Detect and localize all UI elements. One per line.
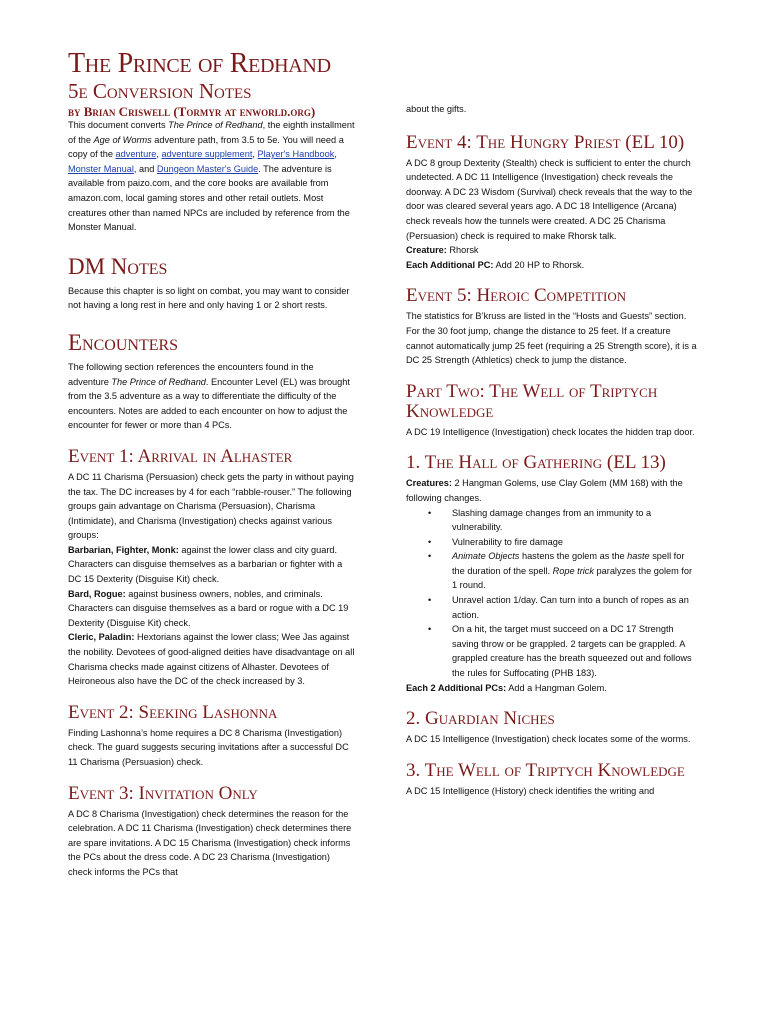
event1-martial: Barbarian, Fighter, Monk: against the lower class and city guard. Characters can disguise themselves as a barbarian or fighter with a DC 15 Dexterity (Disguise Kit) check. [68, 544, 343, 585]
hall-scaling: Each 2 Additional PCs: Add a Hangman Golem. [406, 682, 607, 693]
document-title: The Prince of Redhand [68, 48, 331, 79]
part-two-heading: Part Two: The Well of Triptych Knowledge [406, 380, 658, 422]
intro-paragraph: This document converts The Prince of Redhand, the eighth installment of the Age of Worms adventure path, from 3.5 to 5e. You will need a copy of the adventure, adventure supplement, Player's Handbook, Monster Manual, and Dungeon Master's Guide. The adventure is available from paizo.com, and the core books are available from amazon.com, local gaming stores and other retail outlets. Most creatures other than named NPCs are included by reference from the Monster Manual. [68, 120, 355, 233]
event3-text: A DC 8 Charisma (Investigation) check determines the reason for the celebration. A DC 11 Charisma (Investigation) check determines there are spare invitations. A DC 15 Charisma (Investigation) check informs the PCs about the dress code. A DC 23 Charisma (Investigation) check informs the PCs that [68, 808, 352, 877]
list-item: • Slashing damage changes from an immunity to a vulnerability. [406, 506, 698, 535]
left-column [68, 50, 356, 880]
hall-creatures: Creatures: 2 Hangman Golems, use Clay Golem (MM 168) with the following changes. [406, 478, 683, 503]
encounters-text: The following section references the encounters found in the adventure The Prince of Redhand. Encounter Level (EL) was brought from the 3.5 adventure as a way to differentiate the difficulty of the encounters. Notes are added to each encounter on how to adjust the encounter for fewer or more than 4 PCs. [68, 361, 350, 431]
guardian-niches-text: A DC 15 Intelligence (Investigation) check locates some of the worms. [406, 734, 691, 745]
event3-heading: Event 3: Invitation Only [68, 782, 258, 804]
dm-notes-heading: DM Notes [68, 253, 168, 279]
right-column [406, 102, 698, 798]
event4-heading: Event 4: The Hungry Priest (EL 10) [406, 131, 685, 153]
event4-scaling: Each Additional PC: Add 20 HP to Rhorsk. [406, 259, 585, 270]
event1-bard-rogue: Bard, Rogue: against business owners, nobles, and criminals. Characters can disguise themselves as a bard or rogue with a DC 19 Dexterity (Disguise Kit) check. [68, 588, 349, 628]
adventure-supplement-link[interactable]: adventure supplement [161, 149, 253, 160]
list-item: • Unravel action 1/day. Can turn into a bunch of ropes as an action. [406, 593, 698, 622]
event1-cleric-paladin: Cleric, Paladin: Hextorians against the lower class; Wee Jas against the nobility. Devotees of good-aligned deities have disadvantage on all Charisma checks made against citizens of Alhaster. Devotees of Heironeous also have the DC of the check increased by 3. [68, 632, 355, 687]
guardian-niches-heading: 2. Guardian Niches [406, 708, 555, 730]
event5-text: The statistics for B’kruss are listed in the “Hosts and Guests” section. For the 30 foot jump, change the distance to 25 feet. If a creature cannot automatically jump 25 feet (requiring a 25 Strength score), it is a DC 25 Strength (Athletics) check to jump the distance. [406, 311, 697, 366]
list-item: • On a hit, the target must succeed on a DC 17 Strength saving throw or be grappled. 2 targets can be grappled. A grappled creature has the breath squeezed out and follows the rules for Suffocating (PHB 183). [406, 622, 698, 680]
dm-notes-text: Because this chapter is so light on combat, you may want to consider not having a long rest in here and only having 1 or 2 short rests. [68, 285, 350, 311]
dungeon-masters-guide-link[interactable]: Dungeon Master's Guide [156, 163, 259, 174]
list-item: • Animate Objects hastens the golem as the haste spell for the duration of the spell. Rope trick paralyzes the golem for 1 round. [406, 549, 698, 593]
adventure-link[interactable]: adventure [115, 149, 157, 160]
event4-text: A DC 8 group Dexterity (Stealth) check is sufficient to enter the church undetected. A DC 11 Intelligence (Investigation) check reveals the doorway. A DC 23 Wisdom (Survival) check reveals that the way to the door was cleared several years ago. A DC 18 Intelligence (Arcana) check reveals how the tunnels were created. A DC 25 Charisma (Persuasion) check is required to make Rhorsk talk. [406, 157, 693, 241]
well-text: A DC 15 Intelligence (History) check identifies the writing and [406, 785, 655, 796]
document-subtitle: 5e Conversion Notes [68, 79, 252, 103]
encounters-heading: Encounters [68, 329, 179, 355]
well-heading: 3. The Well of Triptych Knowledge [406, 759, 685, 781]
part-two-text: A DC 19 Intelligence (Investigation) check locates the hidden trap door. [406, 426, 695, 437]
event2-text: Finding Lashonna’s home requires a DC 8 Charisma (Investigation) check. The guard suggests securing invitations after a successful DC 11 Charisma (Persuasion) check. [68, 727, 349, 767]
players-handbook-link[interactable]: Player's Handbook [257, 149, 335, 160]
event4-creature: Creature: Rhorsk [406, 245, 479, 256]
event1-intro: A DC 11 Charisma (Persuasion) check gets the party in without paying the tax. The DC increases by 4 for each “rabble-rouser.” The following groups gain advantage on Charisma (Persuasion), Charisma (Intimidate), and Charisma (Investigation) checks against various groups: [68, 471, 354, 541]
event5-heading: Event 5: Heroic Competition [406, 285, 627, 307]
author-byline: by Brian Criswell (Tormyr at enworld.org) [68, 104, 316, 119]
monster-manual-link[interactable]: Monster Manual [68, 163, 134, 174]
golem-changes-list [406, 506, 698, 681]
event1-heading: Event 1: Arrival in Alhaster [68, 445, 293, 467]
hall-of-gathering-heading: 1. The Hall of Gathering (EL 13) [406, 452, 666, 474]
event3-continued: about the gifts. [406, 104, 467, 114]
event2-heading: Event 2: Seeking Lashonna [68, 701, 278, 723]
list-item: • Vulnerability to fire damage [406, 535, 698, 550]
